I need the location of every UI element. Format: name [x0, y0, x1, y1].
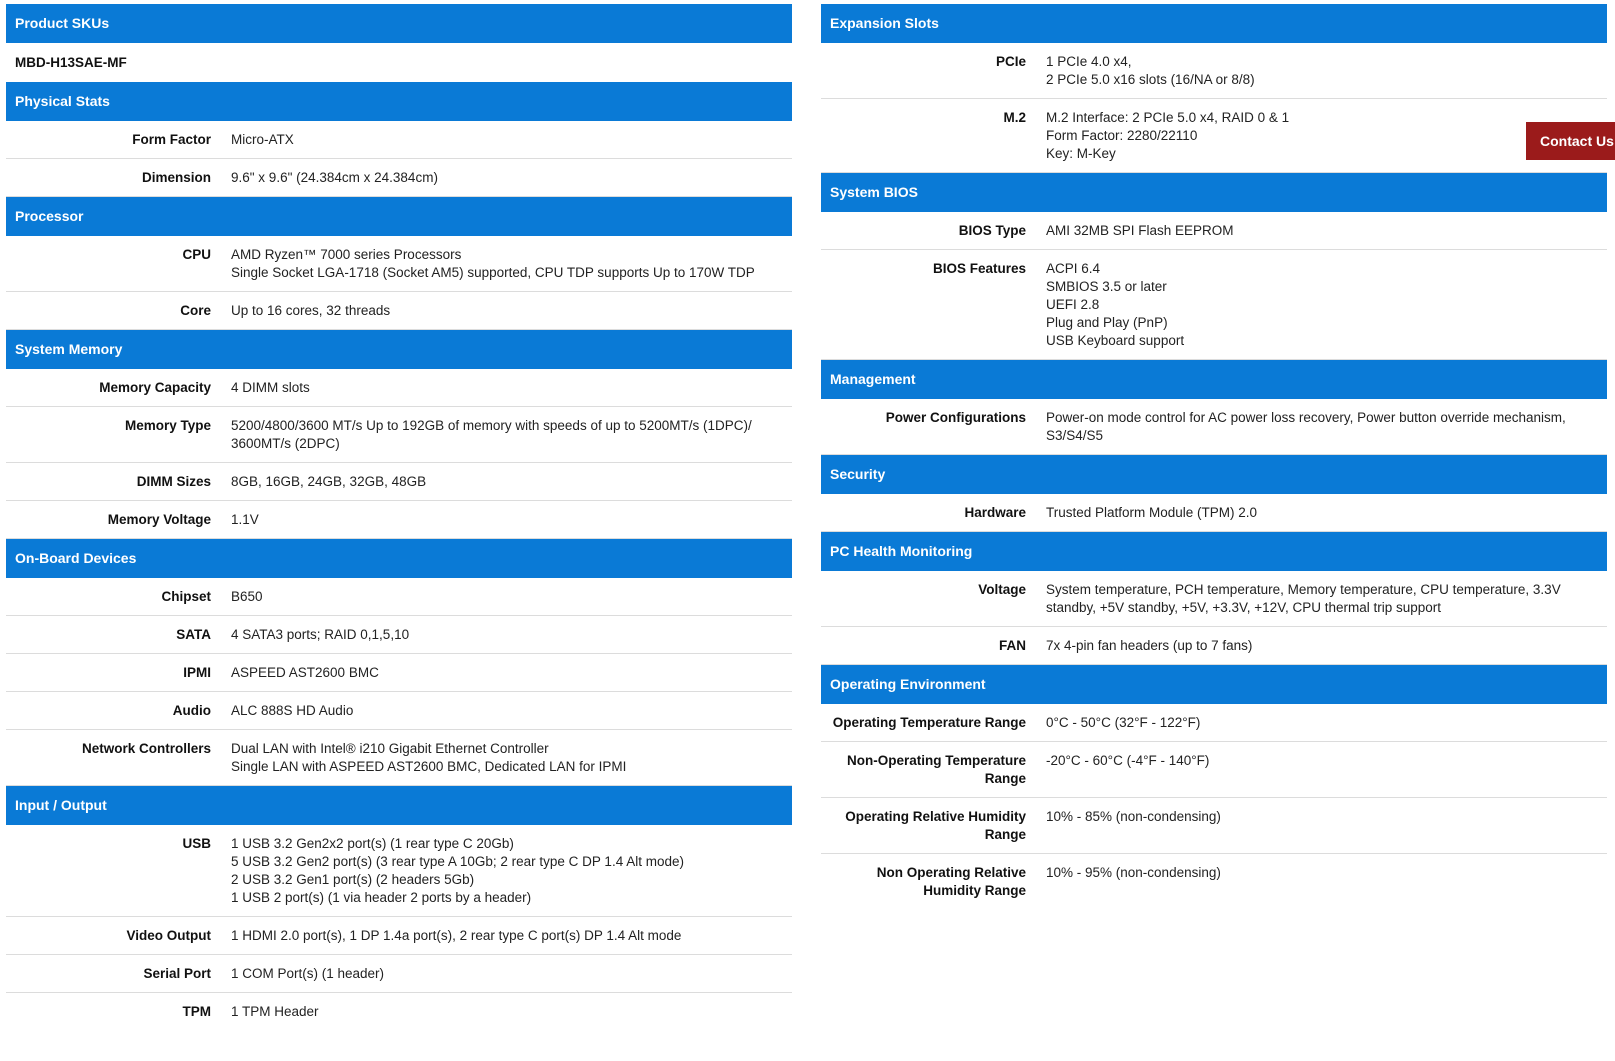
- section-header-processor: Processor: [6, 197, 792, 236]
- spec-value: [1046, 222, 1607, 240]
- spec-row-bios-features: [821, 250, 1607, 360]
- spec-row-video-output: [6, 917, 792, 955]
- spec-label: Chipset: [161, 589, 211, 604]
- spec-value-line: Single Socket LGA-1718 (Socket AM5) supported, CPU TDP supports Up to 170W TDP: [231, 265, 755, 280]
- spec-label: BIOS Type: [958, 223, 1026, 238]
- spec-value-line: Dual LAN with Intel® i210 Gigabit Ethernet Controller: [231, 741, 549, 756]
- spec-value: [231, 835, 792, 907]
- spec-value: [231, 965, 792, 983]
- product-sku: MBD-H13SAE-MF: [15, 55, 127, 70]
- spec-label: Form Factor: [132, 132, 211, 147]
- spec-value: [231, 417, 792, 453]
- spec-value-line: Single LAN with ASPEED AST2600 BMC, Dedicated LAN for IPMI: [231, 759, 627, 774]
- spec-column-left: [6, 4, 792, 1030]
- spec-value-line: 1 HDMI 2.0 port(s), 1 DP 1.4a port(s), 2 rear type C port(s) DP 1.4 Alt mode: [231, 928, 682, 943]
- spec-value-line: SMBIOS 3.5 or later: [1046, 279, 1167, 294]
- spec-value-line: Key: M-Key: [1046, 146, 1116, 161]
- spec-label: Memory Voltage: [107, 512, 211, 527]
- spec-value: [1046, 714, 1607, 732]
- spec-row-cpu: [6, 236, 792, 292]
- spec-value: [231, 626, 792, 644]
- spec-label: USB: [182, 836, 211, 851]
- spec-row-memory-type: [6, 407, 792, 463]
- spec-value: [1046, 409, 1607, 445]
- section-header-expansion-slots: Expansion Slots: [821, 4, 1607, 43]
- spec-row-dimm-sizes: [6, 463, 792, 501]
- spec-label: CPU: [182, 247, 211, 262]
- section-header-management: Management: [821, 360, 1607, 399]
- spec-row-core: [6, 292, 792, 330]
- contact-us-button[interactable]: Contact Us: [1526, 122, 1615, 160]
- spec-row-voltage: [821, 571, 1607, 627]
- spec-label: Hardware: [964, 505, 1026, 520]
- spec-row-memory-voltage: [6, 501, 792, 539]
- section-header-operating-environment: Operating Environment: [821, 665, 1607, 704]
- spec-row-memory-capacity: [6, 369, 792, 407]
- spec-value: [1046, 864, 1607, 900]
- spec-value-line: 1 USB 3.2 Gen2x2 port(s) (1 rear type C 20Gb): [231, 836, 514, 851]
- spec-value: [231, 131, 792, 149]
- spec-row-pcie: [821, 43, 1607, 99]
- spec-label: DIMM Sizes: [136, 474, 211, 489]
- spec-row-usb: [6, 825, 792, 917]
- spec-row-audio: [6, 692, 792, 730]
- spec-value-line: 1.1V: [231, 512, 259, 527]
- spec-value-line: -20°C - 60°C (-4°F - 140°F): [1046, 753, 1210, 768]
- spec-value-line: 1 USB 2 port(s) (1 via header 2 ports by a header): [231, 890, 532, 905]
- spec-label: M.2: [1003, 110, 1026, 125]
- spec-value-line: 9.6" x 9.6" (24.384cm x 24.384cm): [231, 170, 438, 185]
- spec-value-line: System temperature, PCH temperature, Memory temperature, CPU temperature, 3.3V standby, +5V standby, +5V, +3.3V, +12V, CPU thermal trip support: [1046, 582, 1565, 615]
- spec-value-line: 10% - 95% (non-condensing): [1046, 865, 1221, 880]
- spec-value: [231, 169, 792, 187]
- spec-value-line: B650: [231, 589, 263, 604]
- spec-value-line: ACPI 6.4: [1046, 261, 1101, 276]
- spec-row-hardware: [821, 494, 1607, 532]
- spec-label: Operating Relative Humidity Range: [845, 809, 1026, 842]
- section-header-system-bios: System BIOS: [821, 173, 1607, 212]
- spec-value-line: Trusted Platform Module (TPM) 2.0: [1046, 505, 1258, 520]
- spec-value-line: USB Keyboard support: [1046, 333, 1185, 348]
- spec-row-operating-temperature-range: [821, 704, 1607, 742]
- spec-row-fan: [821, 627, 1607, 665]
- section-header-product-skus: Product SKUs: [6, 4, 792, 43]
- spec-row-form-factor: [6, 121, 792, 159]
- spec-value-line: ASPEED AST2600 BMC: [231, 665, 379, 680]
- spec-row-m-2: [821, 99, 1607, 173]
- spec-label: Operating Temperature Range: [832, 715, 1026, 730]
- spec-value: [231, 246, 792, 282]
- spec-label: Network Controllers: [81, 741, 211, 756]
- spec-value: [1046, 637, 1607, 655]
- spec-value-line: UEFI 2.8: [1046, 297, 1100, 312]
- spec-value-line: 1 TPM Header: [231, 1004, 319, 1019]
- spec-value-line: Up to 16 cores, 32 threads: [231, 303, 391, 318]
- spec-value-line: 2 USB 3.2 Gen1 port(s) (2 headers 5Gb): [231, 872, 475, 887]
- section-header-security: Security: [821, 455, 1607, 494]
- spec-value: [1046, 581, 1607, 617]
- spec-row-serial-port: [6, 955, 792, 993]
- spec-value: [231, 511, 792, 529]
- spec-value-line: 4 DIMM slots: [231, 380, 310, 395]
- spec-column-right: [821, 4, 1607, 909]
- spec-value: [231, 473, 792, 491]
- spec-label: Non Operating Relative Humidity Range: [876, 865, 1026, 898]
- spec-value: [231, 379, 792, 397]
- spec-row-bios-type: [821, 212, 1607, 250]
- spec-value: [1046, 504, 1607, 522]
- spec-value-line: 10% - 85% (non-condensing): [1046, 809, 1221, 824]
- spec-label: Memory Capacity: [99, 380, 211, 395]
- spec-value-line: ALC 888S HD Audio: [231, 703, 354, 718]
- spec-value-line: Plug and Play (PnP): [1046, 315, 1168, 330]
- spec-row-operating-relative-humidity-range: [821, 798, 1607, 854]
- spec-value: [231, 588, 792, 606]
- right-sections: [821, 4, 1607, 909]
- spec-value-line: 7x 4-pin fan headers (up to 7 fans): [1046, 638, 1253, 653]
- spec-label: IPMI: [183, 665, 211, 680]
- spec-value-line: AMD Ryzen™ 7000 series Processors: [231, 247, 462, 262]
- section-header-pc-health-monitoring: PC Health Monitoring: [821, 532, 1607, 571]
- spec-row-non-operating-temperature-range: [821, 742, 1607, 798]
- spec-value-line: 4 SATA3 ports; RAID 0,1,5,10: [231, 627, 410, 642]
- spec-label: Memory Type: [124, 418, 211, 433]
- section-header-physical-stats: Physical Stats: [6, 82, 792, 121]
- spec-row-ipmi: [6, 654, 792, 692]
- spec-value-line: AMI 32MB SPI Flash EEPROM: [1046, 223, 1234, 238]
- spec-value: [231, 702, 792, 720]
- spec-value-line: Micro-ATX: [231, 132, 294, 147]
- spec-label: SATA: [176, 627, 211, 642]
- spec-value: [231, 927, 792, 945]
- spec-row-power-configurations: [821, 399, 1607, 455]
- spec-row-network-controllers: [6, 730, 792, 786]
- spec-value: [231, 740, 792, 776]
- spec-label: Video Output: [126, 928, 211, 943]
- spec-value-line: 0°C - 50°C (32°F - 122°F): [1046, 715, 1201, 730]
- spec-row-dimension: [6, 159, 792, 197]
- spec-value: [1046, 260, 1607, 350]
- spec-value-line: 5200/4800/3600 MT/s Up to 192GB of memory with speeds of up to 5200MT/s (1DPC)/ 3600MT/s (2DPC): [231, 418, 756, 451]
- spec-value: [1046, 752, 1607, 788]
- spec-label: Audio: [172, 703, 211, 718]
- spec-value-line: 5 USB 3.2 Gen2 port(s) (3 rear type A 10Gb; 2 rear type C DP 1.4 Alt mode): [231, 854, 684, 869]
- spec-value-line: 2 PCIe 5.0 x16 slots (16/NA or 8/8): [1046, 72, 1255, 87]
- spec-value-line: Form Factor: 2280/22110: [1046, 128, 1198, 143]
- section-header-on-board-devices: On-Board Devices: [6, 539, 792, 578]
- spec-label: Serial Port: [143, 966, 211, 981]
- spec-value-line: 8GB, 16GB, 24GB, 32GB, 48GB: [231, 474, 427, 489]
- spec-value: [231, 1003, 792, 1021]
- spec-row-chipset: [6, 578, 792, 616]
- spec-value: [231, 302, 792, 320]
- spec-label: Power Configurations: [885, 410, 1026, 425]
- spec-value: [1046, 808, 1607, 844]
- spec-value: [1046, 109, 1607, 163]
- spec-label: FAN: [999, 638, 1026, 653]
- section-header-system-memory: System Memory: [6, 330, 792, 369]
- spec-label: TPM: [182, 1004, 211, 1019]
- spec-value: [1046, 53, 1607, 89]
- spec-label: PCIe: [995, 54, 1026, 69]
- spec-label: Non-Operating Temperature Range: [846, 753, 1026, 786]
- spec-value-line: M.2 Interface: 2 PCIe 5.0 x4, RAID 0 & 1: [1046, 110, 1290, 125]
- spec-label: BIOS Features: [932, 261, 1026, 276]
- spec-row-tpm: [6, 993, 792, 1030]
- spec-value-line: 1 COM Port(s) (1 header): [231, 966, 385, 981]
- section-header-input-output: Input / Output: [6, 786, 792, 825]
- spec-value-line: Power-on mode control for AC power loss recovery, Power button override mechanism, S3/S4/S5: [1046, 410, 1570, 443]
- left-sections: [6, 82, 792, 1030]
- spec-row-sata: [6, 616, 792, 654]
- spec-label: Dimension: [141, 170, 211, 185]
- spec-value-line: 1 PCIe 4.0 x4,: [1046, 54, 1132, 69]
- spec-value: [231, 664, 792, 682]
- spec-row-non-operating-relative-humidity-range: [821, 854, 1607, 909]
- spec-label: Voltage: [978, 582, 1026, 597]
- spec-label: Core: [180, 303, 211, 318]
